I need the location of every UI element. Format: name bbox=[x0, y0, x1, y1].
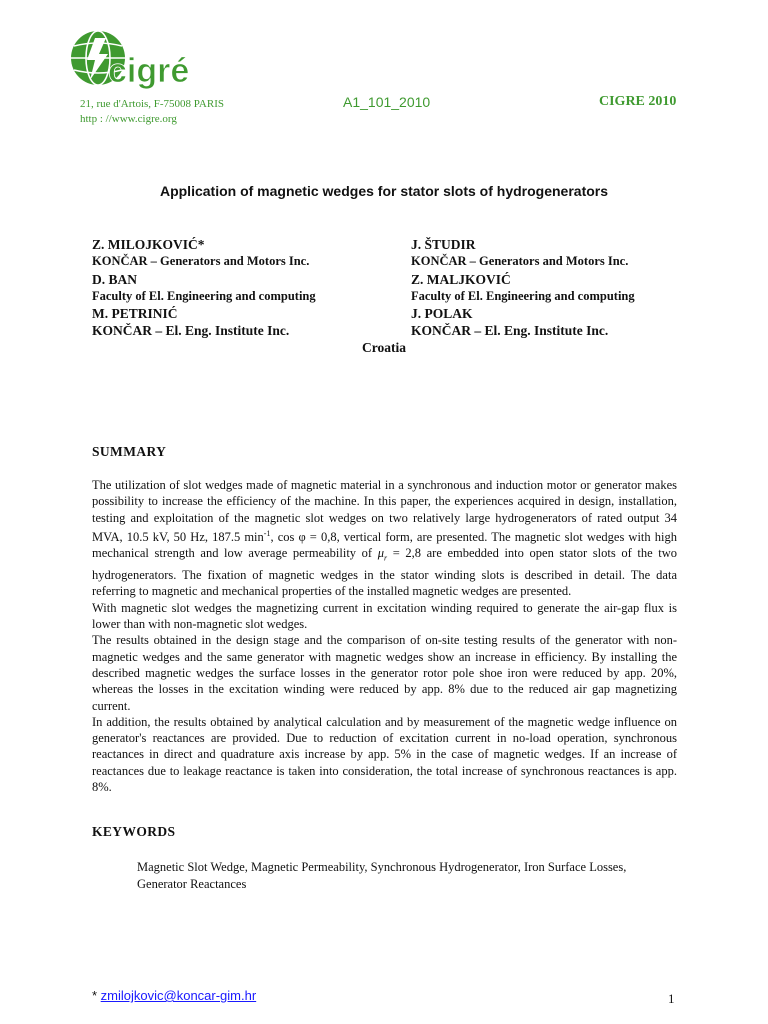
summary-text: = 2,8 are embedded into open stator slots of the two hydrogenerators. The fixation of magnetic wedges in the stator winding slots is described in detail. The data referring to magnetic and mechanical properties of the installed magnetic wedges are presented. bbox=[92, 546, 677, 599]
document-id: A1_101_2010 bbox=[343, 94, 431, 110]
summary-text: , cos φ = 0,8, vertical form, are presented. The magnetic slot wedges with high mechanical strength and low average permeability of bbox=[92, 530, 677, 561]
cigre-logo bbox=[68, 24, 188, 96]
country: Croatia bbox=[362, 340, 406, 355]
author-name: M. PETRINIĆ bbox=[92, 306, 178, 322]
summary-paragraph: The results obtained in the design stage and the comparison of on-site testing results of the generator with non-magnetic wedges and the same generator with magnetic wedges show an increase in efficiency. By installing the described magnetic wedges the surface losses in the generator rotor pole shoe iron were reduced by app. 20%, whereas the losses in the excitation winding were reduced by app. 8% due to the reduced air gap magnetizing current. bbox=[92, 633, 677, 713]
summary-paragraph bbox=[92, 477, 677, 600]
address-block bbox=[80, 97, 224, 127]
address-line: 21, rue d'Artois, F-75008 PARIS bbox=[80, 98, 224, 110]
subscript: r bbox=[383, 553, 388, 563]
author-affiliation: KONČAR – Generators and Motors Inc. bbox=[411, 254, 629, 269]
author-affiliation: KONČAR – El. Eng. Institute Inc. bbox=[411, 323, 609, 339]
globe-icon bbox=[68, 24, 188, 96]
authors-right-column bbox=[411, 236, 635, 340]
summary-paragraph: With magnetic slot wedges the magnetizing current in excitation winding required to generate the air-gap flux is lower than with non-magnetic slot wedges. bbox=[92, 600, 677, 632]
summary-body bbox=[92, 477, 677, 795]
footnote bbox=[92, 988, 256, 1003]
author-affiliation: KONČAR – Generators and Motors Inc. bbox=[92, 254, 310, 269]
author-name: D. BAN bbox=[92, 271, 138, 287]
authors-left-column bbox=[92, 236, 316, 340]
author-affiliation: KONČAR – El. Eng. Institute Inc. bbox=[92, 323, 290, 339]
author-name: J. POLAK bbox=[411, 306, 473, 322]
summary-heading: SUMMARY bbox=[92, 444, 167, 459]
author-name: J. ŠTUDIR bbox=[411, 237, 476, 252]
keywords-text: Magnetic Slot Wedge, Magnetic Permeability, Synchronous Hydrogenerator, Iron Surface Losses, Generator Reactances bbox=[137, 860, 627, 891]
author-name: Z. MALJKOVIĆ bbox=[411, 271, 511, 287]
keywords-heading: KEYWORDS bbox=[92, 824, 176, 839]
email-link[interactable]: zmilojkovic@koncar-gim.hr bbox=[100, 988, 257, 1003]
author-name: Z. MILOJKOVIĆ* bbox=[92, 237, 205, 252]
page-number: 1 bbox=[668, 991, 675, 1006]
author-affiliation: Faculty of El. Engineering and computing bbox=[92, 288, 316, 303]
summary-text: The utilization of slot wedges made of magnetic material in a synchronous and induction motor or generator makes possibility to increase the efficiency of the machine. In this paper, the experiences acquired in design, installation, testing and exploitation of the magnetic slot wedges on two relatively large hydrogenerators of rated output 34 MVA, 10.5 kV, 50 Hz, 187.5 min bbox=[92, 478, 677, 545]
logo-text: cigré bbox=[108, 52, 188, 90]
conference-label: CIGRE 2010 bbox=[599, 94, 677, 109]
superscript: -1 bbox=[263, 528, 271, 538]
paper-title: Application of magnetic wedges for stator slots of hydrogenerators bbox=[159, 183, 609, 199]
summary-paragraph: In addition, the results obtained by analytical calculation and by measurement of the magnetic wedge influence on generator's reactances are provided. Due to reduction of excitation current in no-load operation, synchronous reactances in direct and quadrature axis increase by app. 5% in the case of magnetic wedges. If an increase of reactances due to leakage reactance is taken into consideration, the total increase of synchronous reactances is app. 8%. bbox=[92, 714, 677, 794]
author-affiliation: Faculty of El. Engineering and computing bbox=[411, 288, 635, 303]
mu-symbol: μ bbox=[377, 546, 384, 561]
website-link[interactable]: http : //www.cigre.org bbox=[80, 113, 177, 125]
footnote-star: * bbox=[92, 988, 101, 1003]
